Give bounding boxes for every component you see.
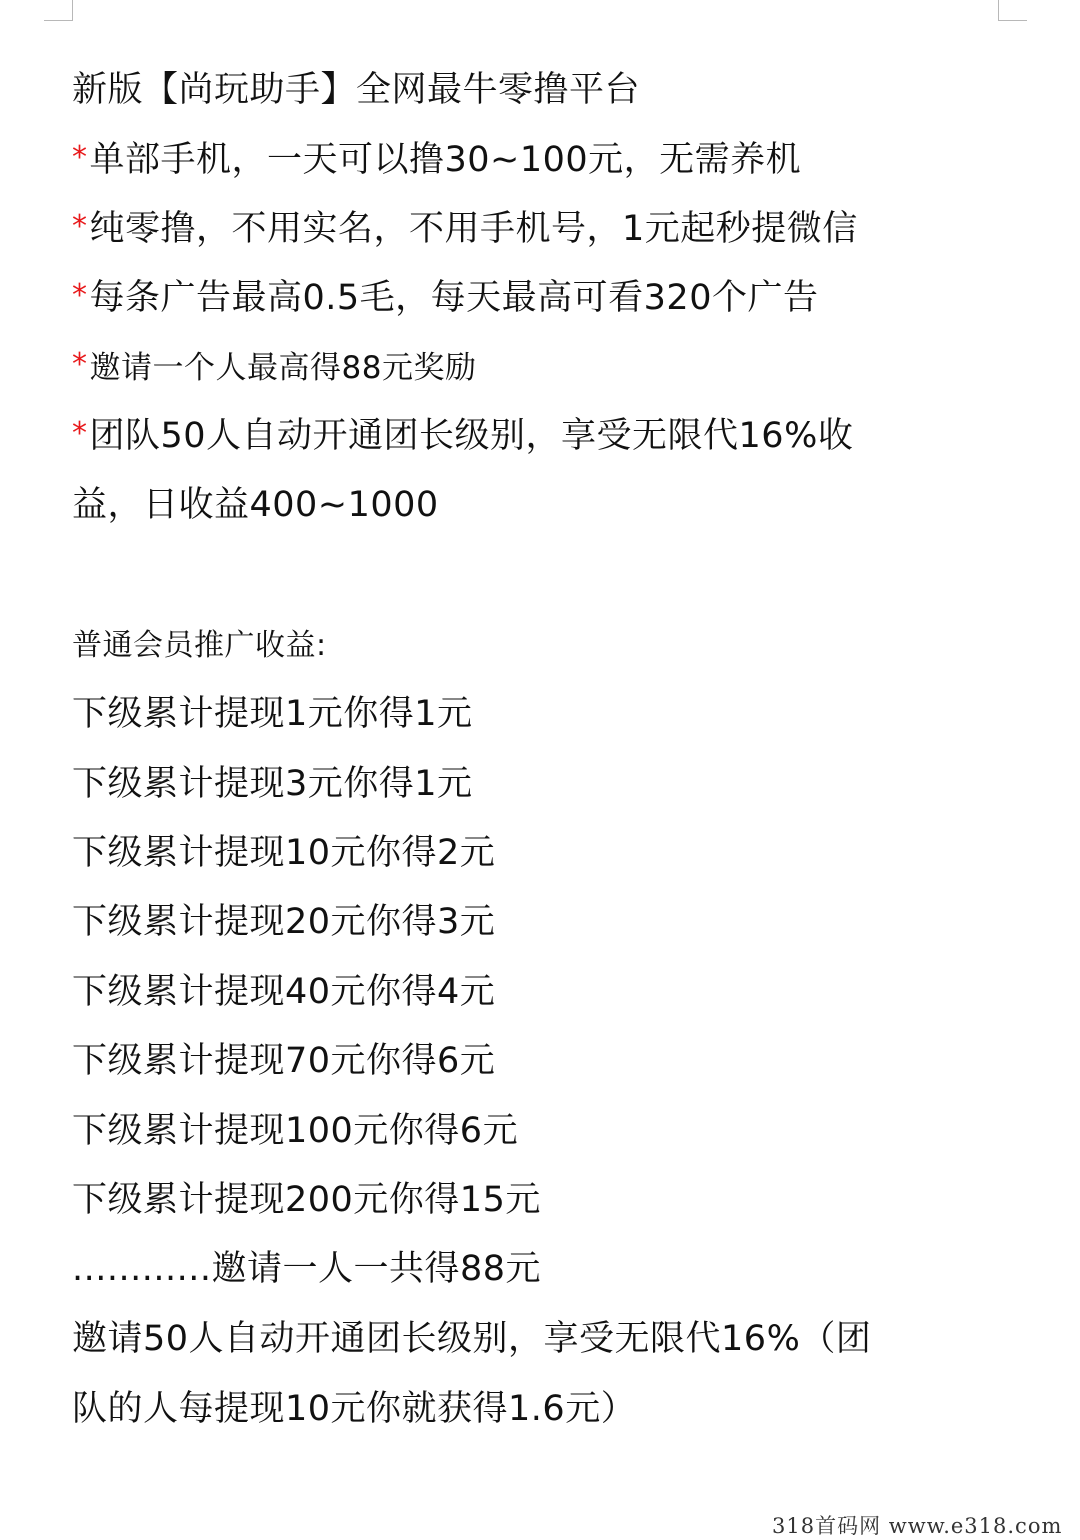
reward-row: 下级累计提现20元你得3元 — [72, 902, 496, 942]
reward-row: 下级累计提现100元你得6元 — [72, 1111, 519, 1151]
feature-text: 邀请一个人最高得88元奖励 — [89, 350, 477, 386]
feature-text: 每条广告最高0.5毛，每天最高可看320个广告 — [89, 278, 819, 318]
page-corner-mark-left — [44, 0, 73, 21]
feature-item-3 — [72, 274, 818, 324]
reward-row: 下级累计提现10元你得2元 — [72, 833, 496, 873]
feature-text: 单部手机，一天可以撸30~100元，无需养机 — [89, 140, 802, 180]
feature-item-2 — [72, 205, 858, 255]
page-corner-mark-right — [998, 0, 1027, 21]
feature-item-5-continued: 益，日收益400~1000 — [72, 485, 439, 525]
feature-item-5 — [72, 412, 853, 462]
reward-row: 下级累计提现40元你得4元 — [72, 972, 496, 1012]
reward-row: 下级累计提现3元你得1元 — [72, 764, 473, 804]
feature-item-1 — [72, 136, 801, 186]
red-asterisk: * — [72, 209, 88, 244]
team-leader-text: 邀请50人自动开通团长级别，享受无限代16%（团 — [72, 1319, 872, 1359]
team-leader-text-continued: 队的人每提现10元你就获得1.6元） — [72, 1389, 637, 1429]
red-asterisk: * — [72, 140, 88, 175]
page-title: 新版【尚玩助手】全网最牛零撸平台 — [72, 70, 641, 110]
red-asterisk: * — [72, 278, 88, 313]
feature-item-4 — [72, 344, 476, 393]
red-asterisk: * — [72, 416, 88, 451]
reward-row: 下级累计提现1元你得1元 — [72, 694, 473, 734]
feature-text: 纯零撸，不用实名，不用手机号，1元起秒提微信 — [89, 209, 858, 249]
reward-row: 下级累计提现200元你得15元 — [72, 1180, 541, 1220]
rewards-heading: 普通会员推广收益: — [72, 628, 327, 663]
feature-text: 团队50人自动开通团长级别，享受无限代16%收 — [89, 416, 854, 456]
invite-total: ............邀请一人一共得88元 — [72, 1249, 542, 1289]
site-watermark: 318首码网 www.e318.com — [772, 1514, 1063, 1538]
red-asterisk: * — [72, 347, 88, 382]
reward-row: 下级累计提现70元你得6元 — [72, 1041, 496, 1081]
